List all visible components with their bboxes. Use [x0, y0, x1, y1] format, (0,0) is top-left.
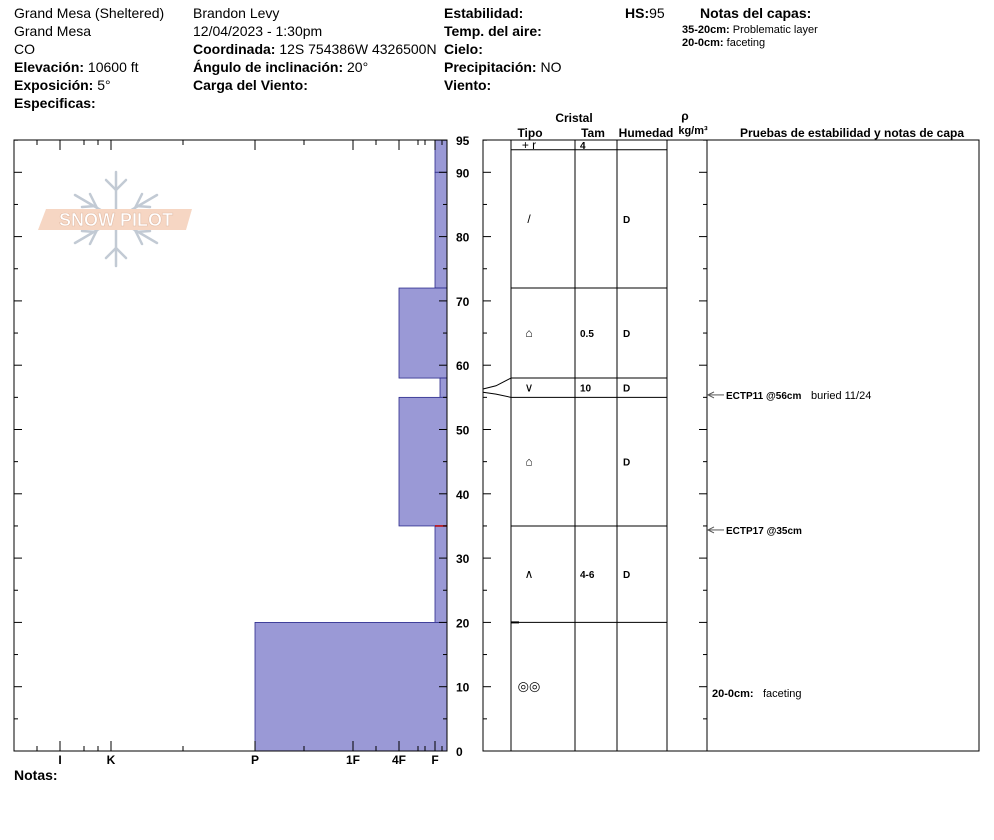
depth-label: 80 — [456, 230, 470, 245]
layer-note-1-range: 35-20cm: — [682, 24, 730, 36]
snowflake-logo — [38, 172, 192, 266]
sky-label: Cielo: — [444, 41, 483, 57]
layer-note-text: faceting — [763, 688, 802, 701]
hardness-label: 1F — [345, 753, 361, 767]
depth-label: 10 — [456, 680, 470, 695]
elevation-value: 10600 ft — [87, 59, 139, 75]
layer-note-range: 20-0cm: — [712, 688, 754, 701]
test-note: buried 11/24 — [811, 389, 872, 402]
stability-label: Estabilidad: — [444, 5, 524, 21]
layer-connector — [483, 392, 511, 397]
slope-label: Ángulo de inclinación: — [193, 59, 344, 75]
air-temp-label: Temp. del aire: — [444, 23, 542, 39]
hs-label: HS: — [625, 5, 650, 21]
depth-label: 40 — [456, 487, 470, 502]
crystal-type-icon: / — [527, 211, 531, 226]
moisture: D — [623, 383, 631, 395]
state: CO — [14, 41, 35, 57]
col-cristal: Cristal — [555, 111, 593, 125]
hardness-label: I — [58, 753, 62, 767]
test-label: ECTP11 @56cm — [726, 390, 802, 402]
layer-note-2-range: 20-0cm: — [682, 37, 724, 49]
test-label: ECTP17 @35cm — [726, 525, 802, 537]
layer-table-frame — [483, 137, 979, 751]
hardness-label: K — [106, 753, 116, 767]
depth-label: 60 — [456, 359, 470, 374]
precip-label: Precipitación: — [444, 59, 537, 75]
precip-value: NO — [540, 59, 562, 75]
depth-label: 90 — [456, 166, 470, 181]
layer-note-1-text: Problematic layer — [732, 24, 818, 36]
hardness-label: P — [250, 753, 260, 767]
col-humedad: Humedad — [618, 126, 674, 140]
depth-label: 70 — [456, 294, 470, 309]
stability-tests — [708, 390, 871, 700]
crystal-type-icon: ∨ — [524, 380, 534, 395]
crystal-type-icon: + r — [521, 137, 537, 152]
depth-label: 50 — [456, 423, 470, 438]
moisture: D — [623, 214, 631, 226]
hardness-label: 4F — [391, 753, 407, 767]
specifics-label: Especificas: — [14, 95, 96, 111]
layer-note-2-text: faceting — [726, 37, 766, 49]
depth-label: 95 — [456, 134, 470, 149]
datetime: 12/04/2023 - 1:30pm — [193, 23, 323, 39]
hardness-bars — [255, 140, 447, 751]
wind-load-label: Carga del Viento: — [193, 77, 308, 93]
layer-depth-ticks — [483, 137, 707, 751]
elevation-label: Elevación: — [14, 59, 85, 75]
depth-label: 20 — [456, 616, 470, 631]
location-name: Grand Mesa (Sheltered) — [14, 5, 165, 21]
col-tam: Tam — [581, 126, 605, 140]
col-rho: ρ — [681, 109, 689, 123]
hardness-bar — [255, 622, 447, 751]
slope-value: 20° — [347, 59, 369, 75]
col-tests-title: Pruebas de estabilidad y notas de capa — [739, 126, 965, 140]
crystal-type-icon: ∧ — [524, 567, 534, 582]
crystal-size: 10 — [580, 383, 592, 395]
moisture: D — [623, 329, 631, 341]
moisture: D — [623, 457, 631, 469]
crystal-type-icon: ⌂ — [525, 454, 533, 469]
hardness-bar — [399, 397, 447, 526]
hs-value: 95 — [649, 5, 665, 21]
moisture: D — [623, 570, 631, 582]
hardness-bar — [399, 288, 447, 378]
hardness-bar — [440, 378, 447, 397]
logo-text: SNOW PILOT — [59, 210, 173, 230]
aspect-value: 5° — [97, 77, 111, 93]
wind-label: Viento: — [444, 77, 492, 93]
layer-connector — [483, 378, 511, 389]
hardness-bar — [435, 526, 447, 622]
coord-label: Coordinada: — [193, 41, 276, 57]
crystal-size: 4 — [580, 140, 586, 152]
crystal-type-icon: ◎◎ — [517, 678, 541, 694]
crystal-type-icon: ⌂ — [525, 326, 533, 341]
hardness-bar — [435, 172, 447, 288]
depth-label: 0 — [456, 745, 463, 759]
hardness-label: F — [431, 753, 439, 767]
col-tipo: Tipo — [517, 126, 543, 140]
aspect-label: Exposición: — [14, 77, 94, 93]
layer-notes-title-text: Notas del capas: — [700, 5, 812, 21]
col-density-unit: kg/m³ — [678, 125, 708, 137]
crystal-size: 4-6 — [580, 570, 595, 582]
layer-rows — [511, 138, 667, 694]
notes-label: Notas: — [14, 767, 58, 783]
coord-value: 12S 754386W 4326500N — [279, 41, 437, 57]
crystal-size: 0.5 — [580, 329, 594, 341]
depth-label: 30 — [456, 552, 470, 567]
observer: Brandon Levy — [193, 5, 280, 21]
region: Grand Mesa — [14, 23, 92, 39]
hardness-bar — [435, 140, 447, 172]
